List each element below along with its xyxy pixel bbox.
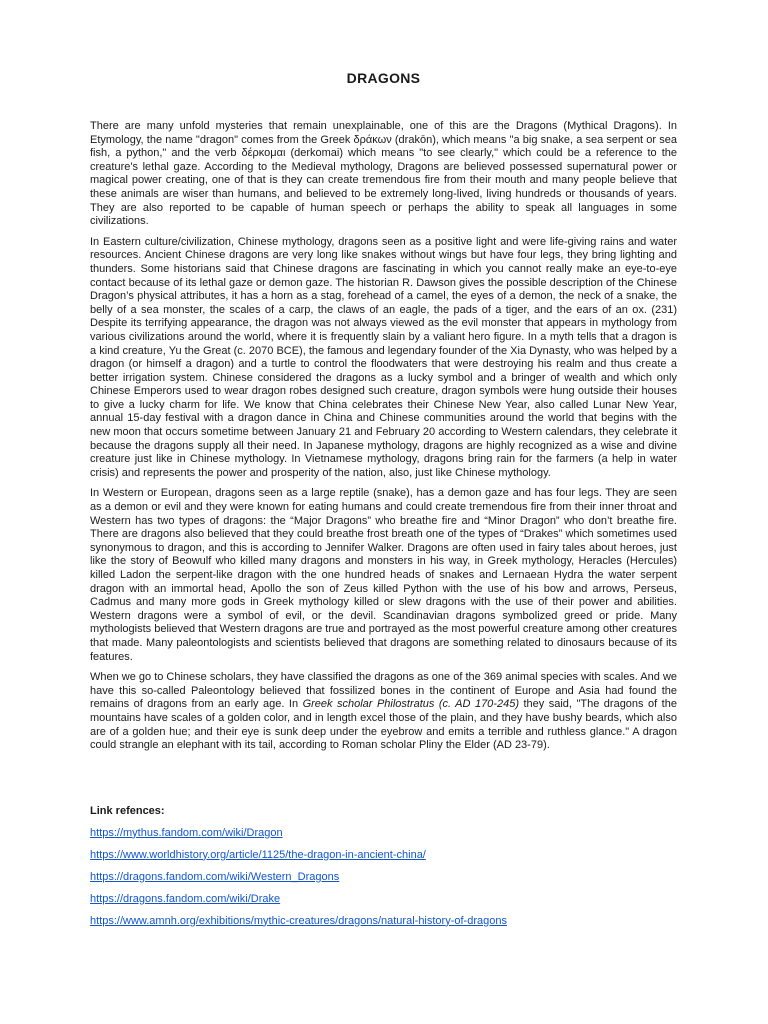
document-title: DRAGONS <box>346 70 421 86</box>
references-heading: Link refences: <box>90 804 165 817</box>
italic-citation: Greek scholar Philostratus (c. AD 170-245) <box>302 698 519 711</box>
reference-link[interactable]: https://www.amnh.org/exhibitions/mythic-creatures/dragons/natural-history-of-dragons <box>90 914 507 927</box>
references-section <box>90 805 677 928</box>
reference-link[interactable]: https://dragons.fandom.com/wiki/Western_Dragons <box>90 870 340 883</box>
reference-link[interactable]: https://www.worldhistory.org/article/1125/the-dragon-in-ancient-china/ <box>90 848 426 861</box>
paragraph-text: they said, "The dragons of the mountains have scales of a golden color, and in length excel those of the plain, and they have bushy beards, which also are of a golden hue; and their eye is sunk deep under the eyebrow and emits a terrible and ruthless glance." A dragon could strangle an elephant with its tail, according to Roman scholar Pliny the Elder (AD 23-79). <box>90 698 677 752</box>
paragraph-text: When we go to Chinese scholars, they have classified the dragons as one of the 369 animal species with scales. And we have this so-called Paleontology believed that fossilized bones in the continent of Europe and Asia had found the remains of dragons from an early age. In <box>90 671 678 711</box>
reference-link[interactable]: https://dragons.fandom.com/wiki/Drake <box>90 892 281 905</box>
paragraph-eastern-dragons: In Eastern culture/civilization, Chinese mythology, dragons seen as a positive light and were life-giving rains and water resources. Ancient Chinese dragons are very long like snakes without wings but have four legs, they bring lighting and thunders. Some historians said that Chinese dragons are fascinating in which you cannot really make an eye-to-eye contact because of its lethal gaze or demon gaze. The historian R. Dawson gives the possible description of the Chinese Dragon’s physical attributes, it has a horn as a stag, forehead of a camel, the eyes of a demon, the neck of a snake, the belly of a sea monster, the scales of a carp, the claws of an eagle, the pads of a tiger, and the ears of an ox. (231) Despite its terrifying appearance, the dragon was not always viewed as the evil monster that appears in mythology from various civilizations around the world, where it is frequently slain by a valiant hero figure. In a myth tells that a dragon is a kind creature, Yu the Great (c. 2070 BCE), the famous and legendary founder of the Xia Dynasty, who was helped by a dragon (or himself a dragon) and a turtle to control the floodwaters that were destroying his realm and thus create a better irrigation system. Chinese considered the dragons as a lucky symbol and a bringer of wealth and which only Chinese Emperors used to wear dragon robes designed such creature, dragon symbols were hung outside their houses to give a lucky charm for life. We know that China celebrates their Chinese New Year, also called Lunar New Year, annual 15-day festival with a dragon dance in China and Chinese communities around the world that begins with the new moon that occurs sometime between January 21 and February 20 according to Western calendars, they celebrate it because the dragons supply all their need. In Japanese mythology, dragons are highly recognized as a wise and divine creature just like in Chinese mythology. In Vietnamese mythology, dragons bring rain for the farmers (a help in water crisis) and represents the power and prosperity of the nation, also, just like Chinese mythology. <box>90 235 677 479</box>
paragraph-chinese-scholars <box>90 671 677 753</box>
reference-link[interactable]: https://mythus.fandom.com/wiki/Dragon <box>90 826 283 839</box>
paragraph-western-dragons: In Western or European, dragons seen as a large reptile (snake), has a demon gaze and has four legs. They are seen as a demon or evil and they were known for eating humans and could create tremendous fire from their inner throat and Western has two types of dragons: the “Major Dragons” who breathe fire and “Minor Dragon” who don’t breathe fire. There are dragons also believed that they could breathe frost breath one of the types of “Drakes” which sometimes used synonymous to dragon, and this is according to Jennifer Walker. Dragons are often used in fairy tales about heroes, just like the story of Beowulf who killed many dragons and monsters in his way, in Greek mythology, Heracles (Hercules) killed Ladon the serpent-like dragon with the one hundred heads of snakes and Lernaean Hydra the water serpent dragon with an immortal head, Apollo the son of Zeus killed Python with the use of his bow and arrows, Perseus, Cadmus and many more gods in Greek mythology killed or slew dragons with the use of their power and abilities. Western dragons were a symbol of evil, or the devil. Scandinavian dragons symbolized greed or pride. Many mythologists believed that Western dragons are true and portrayed as the most powerful creature among other creatures that made. Many paleontologists and scientists believed that dragons are something related to dinosaurs because of its features. <box>90 487 677 663</box>
paragraph-etymology: There are many unfold mysteries that remain unexplainable, one of this are the Dragons (Mythical Dragons). In Etymology, the name "dragon" comes from the Greek δράκων (drakōn), which means "a big snake, a sea serpent or sea fish, a python," and the verb δέρκομαι (derkomai) which means "to see clearly," which could be a reference to the creature's lethal gaze. According to the Medieval mythology, Dragons are believed possessed supernatural power or magical power creating, one of that is they can create tremendous fire from their mouth and many people believe that these animals are wiser than humans, and believed to be extremely long-lived, living hundreds or thousands of years. They are also reported to be capable of human speech or perhaps the ability to speak all languages in some civilizations. <box>90 120 677 228</box>
